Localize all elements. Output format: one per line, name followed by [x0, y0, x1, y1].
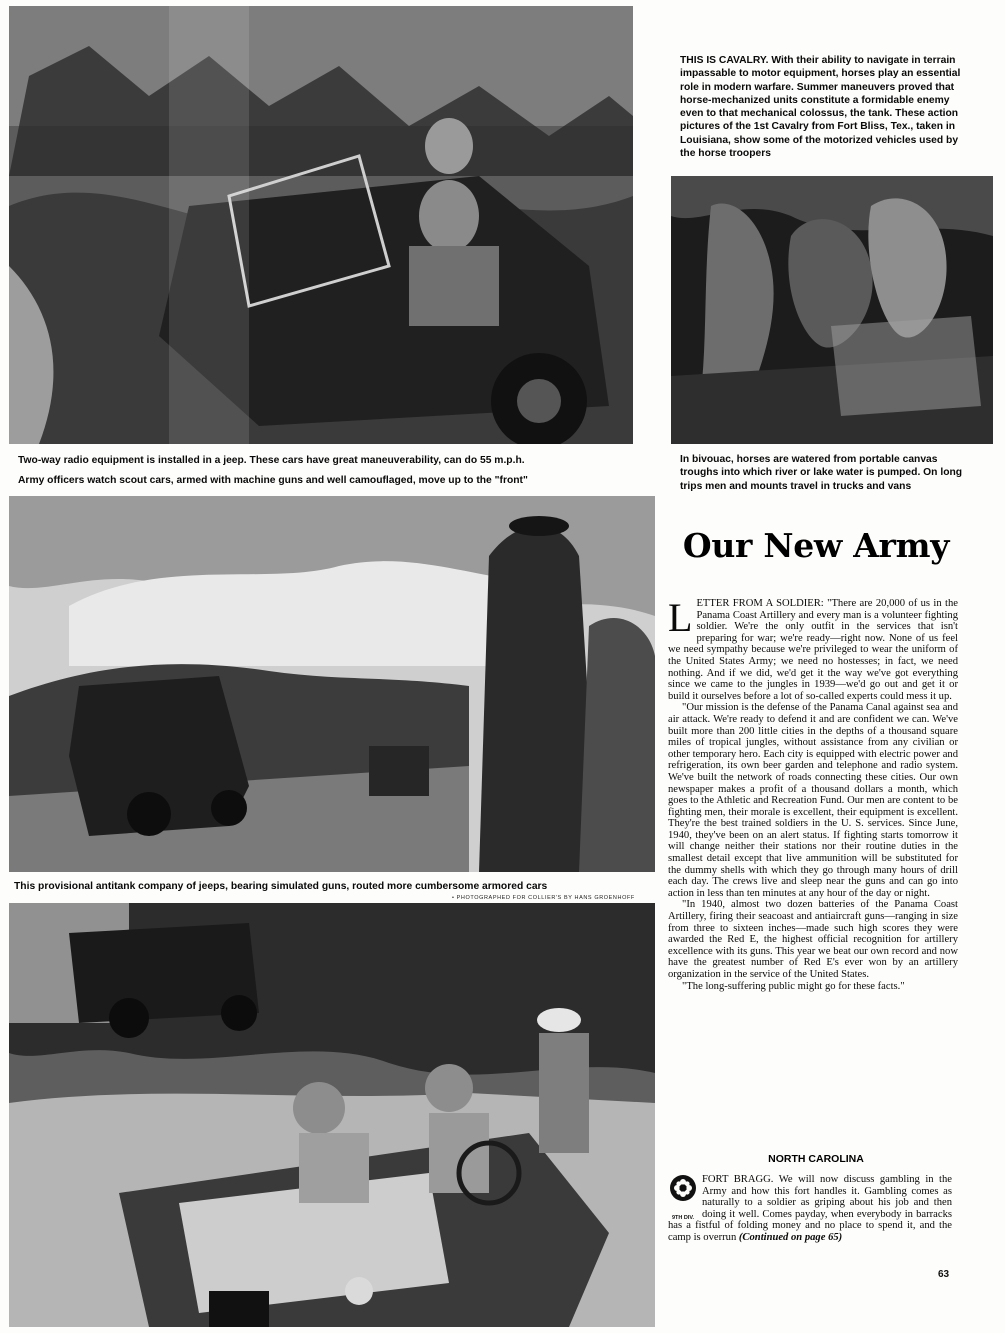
drop-cap: L: [668, 595, 693, 640]
continued-note: (Continued on page 65): [738, 1231, 843, 1243]
insignia-spacer: [668, 1174, 702, 1216]
article-body: [668, 595, 958, 992]
article-paragraph-2: "Our mission is the defense of the Panama Canal against sea and air attack. We're ready to defend it and are confident we can. We've built more than 200 little cities in the depths of a thousand square miles of tropical jungles, without assistance from any civilian or other temporary hero. Each city is equipped with electric power and refrigeration, its own beer garden and telephone and radio system. We've built the network of roads connecting these cities. Our own newspaper makes a profit of a thousand dollars a month, which goes to the Athletic and Recreation Fund. Our men are content to be fighting men, their morale is excellent, their equipment is excellent. They're the best trained soldiers in the U. S. services. Since June, 1940, they've been on an alert status. If fighting starts tomorrow it will change neither their stations nor their routine duties in the smallest detail except that live ammunition will be substituted for the dummy shells with which they go through many hours of drill each day. The crews live and sleep near the guns and can go into action in less than ten minutes at any hour of the day or night.: [668, 702, 958, 899]
page-number: 63: [938, 1269, 950, 1280]
paragraph-1-text: "There are 20,000 of us in the Panama Coast Artillery and every man is a volunteer fighting soldier. We're the only outfit in the services that isn't preparing for war; we're ready—right now. None of us feel we need sympathy because we're privileged to wear the uniform of the United States Army; we need no hostesses; in fact, we need nothing. And if we did, we'd get it the way we've got everything since we came to the jungles in 1939—we'd go out and get it or build it ourselves before a lot of so-called experts could mess it up.: [668, 598, 958, 702]
caption-horses: In bivouac, horses are watered from portable canvas troughs into which river or lake water is pumped. On long trips men and mounts travel in trucks and vans: [680, 454, 963, 492]
lead-in: ETTER FROM A SOLDIER:: [696, 598, 824, 609]
article-paragraph-4: "The long-suffering public might go for these facts.": [682, 980, 905, 992]
caption-antitank: This provisional antitank company of jeeps, bearing simulated guns, routed more cumbersome armored cars: [14, 881, 548, 892]
article-fort-bragg: [668, 1174, 952, 1244]
headline: Our New Army: [682, 526, 950, 565]
photo-antitank-jeeps: [9, 903, 655, 1327]
caption-jeep-radio: Two-way radio equipment is installed in a jeep. These cars have great maneuverability, can do 55 m.p.h.: [18, 455, 525, 466]
photo-horses-watering: [671, 176, 993, 444]
photo-jeep-radio: [9, 6, 633, 444]
fort-bragg-text: FORT BRAGG. We will now discuss gambling in the Army and how this fort handles it. Gambling comes as naturally to a soldier as griping about his job and then doing it well. Comes payday, when everybody in barracks has a fistful of folding money and no place to spend it, and the camp is overrun: [668, 1174, 952, 1243]
photo-credit: • PHOTOGRAPHED FOR COLLIER'S BY HANS GROENHOFF: [452, 895, 635, 901]
caption-officers: Army officers watch scout cars, armed with machine guns and well camouflaged, move up to the "front": [18, 475, 528, 486]
article-paragraph-3: "In 1940, almost two dozen batteries of the Panama Coast Artillery, firing their seacoast and antiaircraft guns—ranging in size from three to sixteen inches—made such high scores they were awarded the Red E, the highest official recognition for artillery excellence with its guns. This year we beat our own record and now have the greatest number of Red E's ever won by an artillery organization in the service of the United States.: [668, 899, 958, 980]
insignia-label: 9TH DIV.: [671, 1215, 695, 1221]
caption-intro: THIS IS CAVALRY. With their ability to navigate in terrain impassable to motor equipment, horses play an essential role in modern warfare. Summer maneuvers proved that horse-mechanized units constitute a formidable enemy even to that mechanical colossus, the tank. These action pictures of the 1st Cavalry from Fort Bliss, Tex., taken in Louisiana, show some of the motorized vehicles used by the horse troopers: [680, 55, 961, 160]
photo-officers-scout-cars: [9, 496, 655, 872]
article-paragraph-1: [668, 595, 958, 702]
section-heading: NORTH CAROLINA: [768, 1153, 864, 1165]
